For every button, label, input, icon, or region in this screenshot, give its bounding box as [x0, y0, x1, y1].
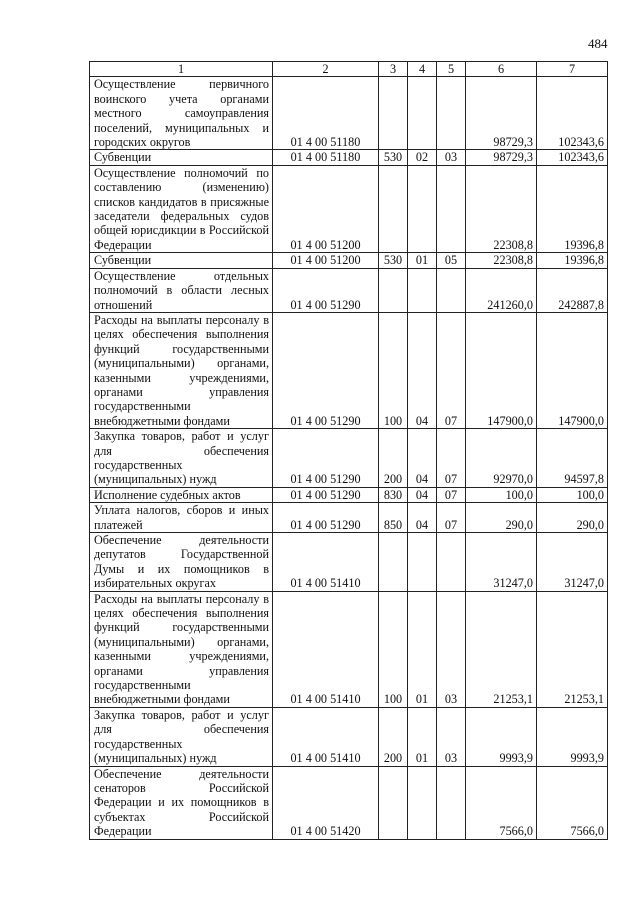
row-sum-2: 147900,0: [537, 312, 608, 428]
row-sum-2: 19396,8: [537, 165, 608, 252]
row-name: Осуществление отдельных полномочий в области лесных отношений: [90, 268, 273, 312]
row-vr: 100: [379, 312, 408, 428]
row-vr: 830: [379, 487, 408, 502]
row-rz: [408, 766, 437, 839]
row-rz: 04: [408, 487, 437, 502]
row-pr: [437, 268, 466, 312]
row-pr: 05: [437, 253, 466, 268]
row-code: 01 4 00 51180: [273, 77, 379, 150]
row-sum-1: 100,0: [466, 487, 537, 502]
row-pr: 07: [437, 487, 466, 502]
row-sum-1: 147900,0: [466, 312, 537, 428]
row-sum-2: 100,0: [537, 487, 608, 502]
table-row: [90, 533, 608, 592]
row-pr: 03: [437, 591, 466, 707]
column-header: 6: [466, 62, 537, 77]
row-name: Расходы на выплаты персоналу в целях обеспечения выполнения функций государственными (муниципальными) органами, казенными учреждениями, органами управления государственными внебюджетными фондами: [90, 312, 273, 428]
row-sum-2: 19396,8: [537, 253, 608, 268]
table-row: [90, 591, 608, 707]
row-pr: 07: [437, 503, 466, 533]
row-name: Закупка товаров, работ и услуг для обеспечения государственных (муниципальных) нужд: [90, 429, 273, 488]
header-row: [90, 62, 608, 77]
row-name: Субвенции: [90, 253, 273, 268]
row-name: Субвенции: [90, 150, 273, 165]
row-rz: [408, 165, 437, 252]
row-pr: 03: [437, 707, 466, 766]
row-vr: [379, 165, 408, 252]
row-vr: 530: [379, 253, 408, 268]
column-header: 1: [90, 62, 273, 77]
row-sum-1: 21253,1: [466, 591, 537, 707]
row-vr: [379, 268, 408, 312]
table-row: [90, 766, 608, 839]
row-sum-2: 21253,1: [537, 591, 608, 707]
row-pr: 07: [437, 429, 466, 488]
row-pr: [437, 165, 466, 252]
table-row: [90, 707, 608, 766]
row-code: 01 4 00 51290: [273, 268, 379, 312]
row-code: 01 4 00 51290: [273, 503, 379, 533]
row-name: Закупка товаров, работ и услуг для обеспечения государственных (муниципальных) нужд: [90, 707, 273, 766]
row-name: Уплата налогов, сборов и иных платежей: [90, 503, 273, 533]
row-pr: 07: [437, 312, 466, 428]
table-row: [90, 487, 608, 502]
row-rz: 04: [408, 429, 437, 488]
row-vr: 200: [379, 707, 408, 766]
row-sum-1: 241260,0: [466, 268, 537, 312]
row-sum-2: 7566,0: [537, 766, 608, 839]
row-vr: 530: [379, 150, 408, 165]
row-code: 01 4 00 51290: [273, 487, 379, 502]
column-header: 4: [408, 62, 437, 77]
row-sum-1: 92970,0: [466, 429, 537, 488]
row-vr: [379, 77, 408, 150]
row-sum-1: 22308,8: [466, 165, 537, 252]
row-code: 01 4 00 51290: [273, 429, 379, 488]
row-rz: [408, 533, 437, 592]
row-pr: [437, 766, 466, 839]
row-sum-1: 98729,3: [466, 77, 537, 150]
row-pr: [437, 533, 466, 592]
row-rz: 01: [408, 591, 437, 707]
row-code: 01 4 00 51410: [273, 591, 379, 707]
row-vr: [379, 533, 408, 592]
row-rz: 01: [408, 253, 437, 268]
row-code: 01 4 00 51410: [273, 533, 379, 592]
budget-table: [89, 61, 608, 840]
row-sum-2: 31247,0: [537, 533, 608, 592]
row-code: 01 4 00 51410: [273, 707, 379, 766]
row-rz: 01: [408, 707, 437, 766]
row-code: 01 4 00 51200: [273, 165, 379, 252]
row-sum-2: 9993,9: [537, 707, 608, 766]
row-sum-1: 290,0: [466, 503, 537, 533]
row-sum-1: 7566,0: [466, 766, 537, 839]
table-row: [90, 253, 608, 268]
column-header: 7: [537, 62, 608, 77]
row-sum-1: 31247,0: [466, 533, 537, 592]
row-sum-1: 22308,8: [466, 253, 537, 268]
row-name: Исполнение судебных актов: [90, 487, 273, 502]
column-header: 2: [273, 62, 379, 77]
row-sum-2: 242887,8: [537, 268, 608, 312]
row-code: 01 4 00 51420: [273, 766, 379, 839]
row-vr: 200: [379, 429, 408, 488]
table-row: [90, 165, 608, 252]
row-name: Расходы на выплаты персоналу в целях обеспечения выполнения функций государственными (муниципальными) органами, казенными учреждениями, органами управления государственными внебюджетными фондами: [90, 591, 273, 707]
row-sum-2: 94597,8: [537, 429, 608, 488]
row-sum-2: 102343,6: [537, 77, 608, 150]
table-row: [90, 77, 608, 150]
row-code: 01 4 00 51290: [273, 312, 379, 428]
row-name: Осуществление полномочий по составлению (изменению) списков кандидатов в присяжные заседатели федеральных судов общей юрисдикции в Российской Федерации: [90, 165, 273, 252]
page-number: 484: [588, 36, 608, 51]
column-header: 3: [379, 62, 408, 77]
row-vr: [379, 766, 408, 839]
row-vr: 100: [379, 591, 408, 707]
row-rz: 04: [408, 312, 437, 428]
row-pr: [437, 77, 466, 150]
column-header: 5: [437, 62, 466, 77]
row-code: 01 4 00 51200: [273, 253, 379, 268]
row-pr: 03: [437, 150, 466, 165]
row-name: Осуществление первичного воинского учета органами местного самоуправления поселений, муниципальных и городских округов: [90, 77, 273, 150]
row-sum-1: 9993,9: [466, 707, 537, 766]
table-row: [90, 312, 608, 428]
table-row: [90, 429, 608, 488]
row-code: 01 4 00 51180: [273, 150, 379, 165]
table-row: [90, 150, 608, 165]
row-vr: 850: [379, 503, 408, 533]
row-sum-2: 102343,6: [537, 150, 608, 165]
table-row: [90, 503, 608, 533]
row-name: Обеспечение деятельности депутатов Государственной Думы и их помощников в избирательных округах: [90, 533, 273, 592]
row-rz: 04: [408, 503, 437, 533]
row-sum-1: 98729,3: [466, 150, 537, 165]
row-rz: [408, 268, 437, 312]
row-name: Обеспечение деятельности сенаторов Российской Федерации и их помощников в субъектах Российской Федерации: [90, 766, 273, 839]
row-rz: 02: [408, 150, 437, 165]
row-sum-2: 290,0: [537, 503, 608, 533]
row-rz: [408, 77, 437, 150]
table-row: [90, 268, 608, 312]
